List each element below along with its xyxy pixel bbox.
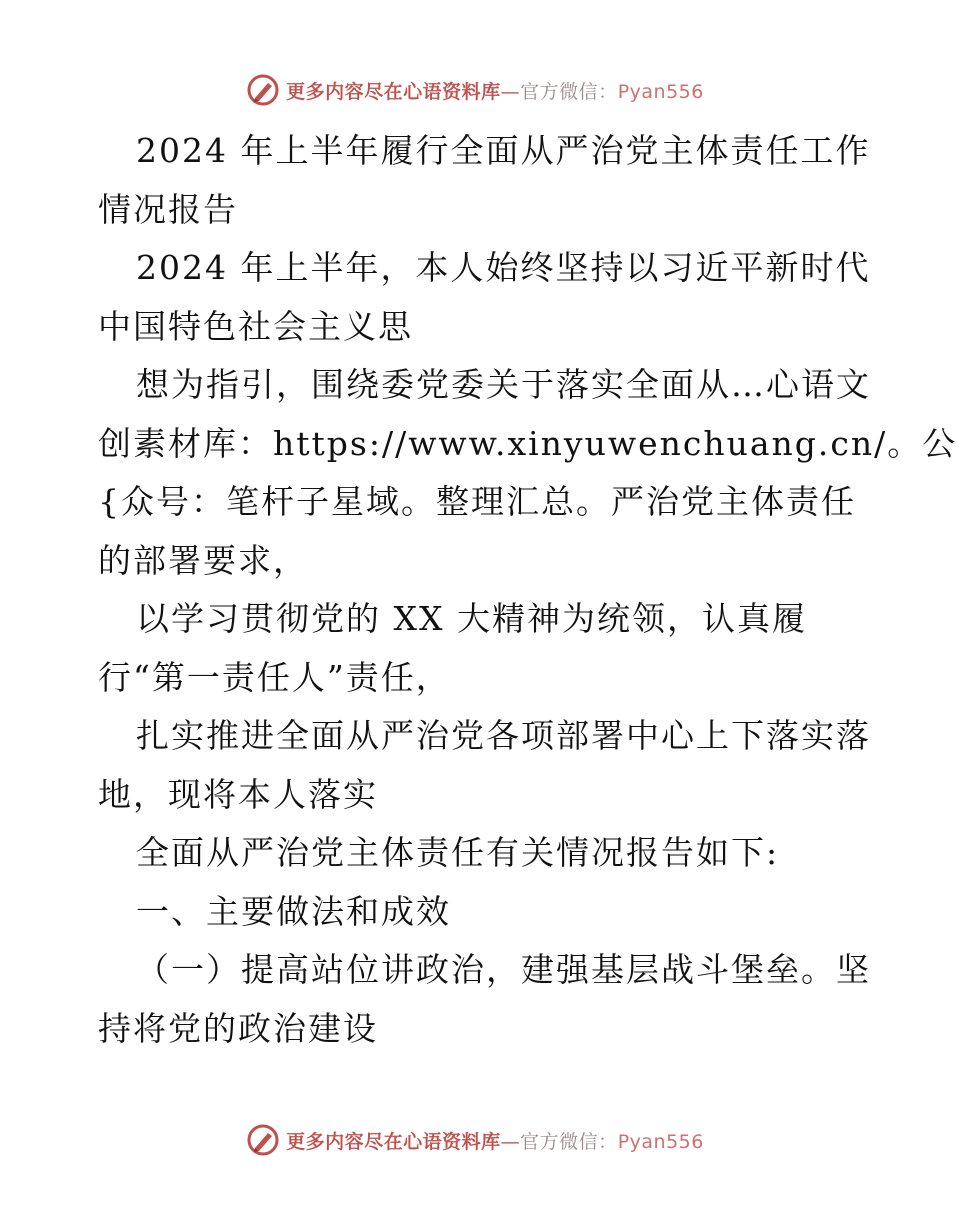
text-line: 2024 年上半年，本人始终坚持以习近平新时代 xyxy=(136,248,871,287)
pen-logo-icon xyxy=(246,1123,280,1157)
banner-handle: Pyan556 xyxy=(617,80,704,103)
text-line: （一）提高站位讲政治，建强基层战斗堡垒。坚 xyxy=(136,950,871,989)
banner-label: 官方微信： xyxy=(520,80,618,103)
text-line: 持将党的政治建设 xyxy=(98,1008,378,1048)
banner-separator: — xyxy=(500,80,521,103)
text-line: 想为指引，围绕委党委关于落实全面从…心语文 xyxy=(136,365,871,404)
header-watermark-banner xyxy=(0,72,950,108)
text-line: 中国特色社会主义思 xyxy=(98,306,413,346)
banner-handle: Pyan556 xyxy=(617,1130,704,1153)
text-line: 扎实推进全面从严治党各项部署中心上下落实落 xyxy=(136,716,871,755)
text-line: 2024 年上半年履行全面从严治党主体责任工作 xyxy=(136,131,871,170)
text-line: {众号：笔杆子星域。整理汇总。严治党主体责任 xyxy=(98,482,856,521)
text-line: 行“第一责任人”责任， xyxy=(98,657,451,697)
pen-logo-icon xyxy=(246,73,280,107)
banner-label: 官方微信： xyxy=(520,1130,618,1153)
text-line: 以学习贯彻党的 XX 大精神为统领，认真履 xyxy=(136,599,807,638)
banner-separator: — xyxy=(500,1130,521,1153)
section-heading: 一、主要做法和成效 xyxy=(136,891,451,931)
text-line: 全面从严治党主体责任有关情况报告如下: xyxy=(136,833,780,872)
document-body xyxy=(98,122,957,1058)
footer-watermark-banner xyxy=(0,1122,950,1158)
text-line: 地，现将本人落实 xyxy=(98,774,378,814)
text-line: 创素材库：https://www.xinyuwenchuang.cn/。公 xyxy=(98,423,957,463)
text-line: 的部署要求， xyxy=(98,540,308,580)
banner-main-text: 更多内容尽在心语资料库 xyxy=(286,80,501,103)
banner-main-text: 更多内容尽在心语资料库 xyxy=(286,1130,501,1153)
text-line: 情况报告 xyxy=(98,189,238,229)
